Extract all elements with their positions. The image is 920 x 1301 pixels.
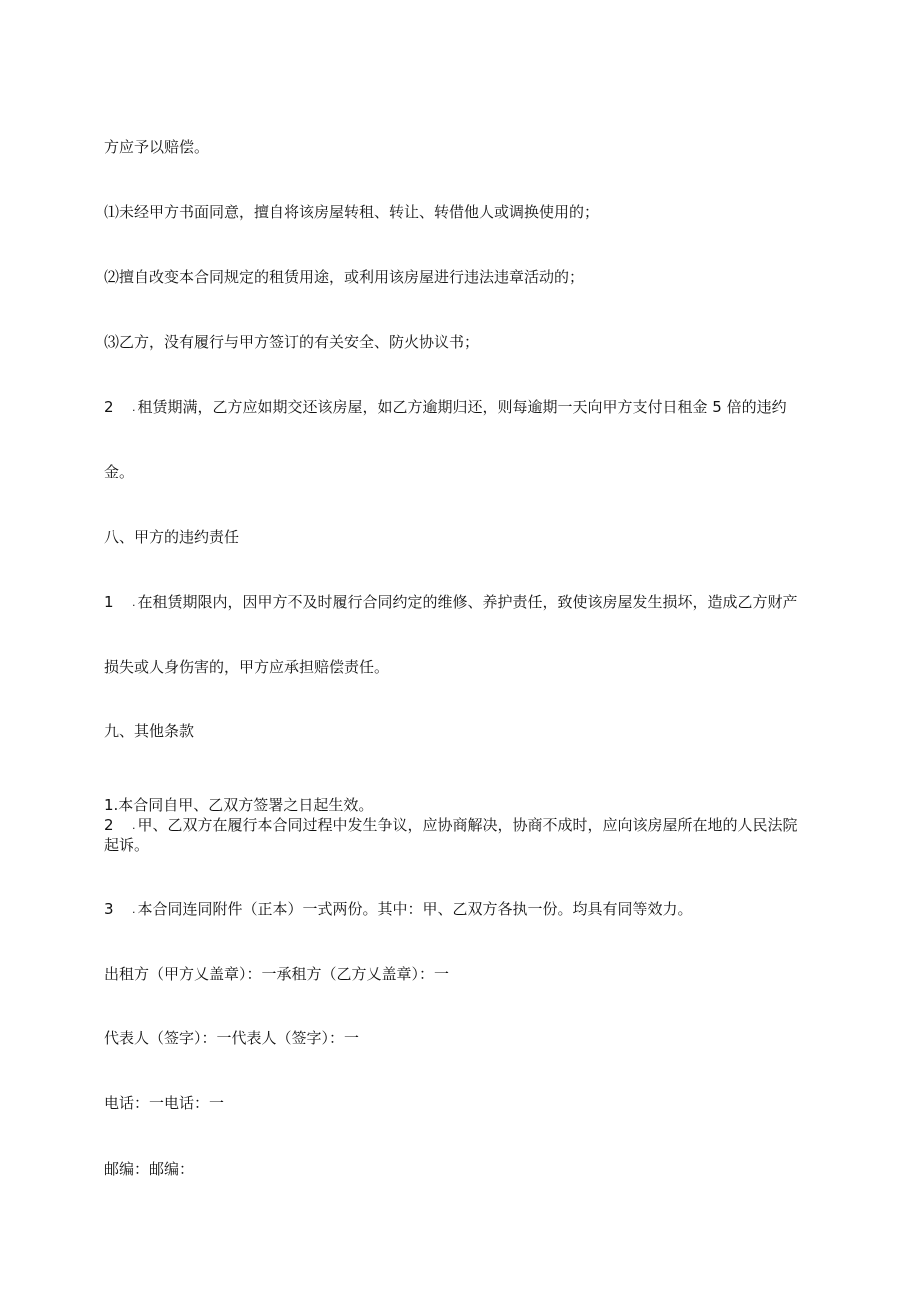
section-heading: 九、其他条款 [104,722,195,740]
text-line: 1.本合同自甲、乙双方签署之日起生效。 [104,796,374,814]
section-heading: 八、甲方的违约责任 [104,528,240,546]
text-line: 金。 [104,463,135,481]
item-dot: . [132,903,136,916]
numbered-paragraph [104,899,693,920]
item-dot: . [132,401,136,414]
numbered-paragraph [104,815,798,836]
item-dot: . [132,819,136,832]
item-dot: . [132,596,136,609]
item-number: 2 [104,398,114,416]
signature-line-postcode: 邮编：邮编： [104,1160,195,1178]
numbered-paragraph [104,397,787,418]
item-text: 本合同连同附件（正本）一式两份。其中：甲、乙双方各执一份。均具有同等效力。 [137,900,693,918]
numbered-paragraph [104,592,798,613]
item-number: 1 [104,593,114,611]
text-line: 起诉。 [104,836,150,854]
text-line: 损失或人身伤害的，甲方应承担赔偿责任。 [104,658,390,676]
signature-line-phone: 电话：一电话：一 [104,1094,225,1112]
item-number: 2 [104,816,114,834]
clause-item-3: ⑶乙方，没有履行与甲方签订的有关安全、防火协议书； [104,333,480,351]
item-text: 甲、乙双方在履行本合同过程中发生争议，应协商解决，协商不成时，应向该房屋所在地的人民法院 [137,816,798,834]
signature-line-party: 出租方（甲方乂盖章）：一承租方（乙方乂盖章）：一 [104,965,450,983]
clause-item-2: ⑵擅自改变本合同规定的租赁用途，或利用该房屋进行违法违章活动的； [104,268,585,286]
item-number: 3 [104,900,114,918]
item-text: 租赁期满，乙方应如期交还该房屋，如乙方逾期归还，则每逾期一天向甲方支付日租金 5 倍的违约 [137,398,787,416]
signature-line-representative: 代表人（签字）：一代表人（签字）：一 [104,1029,360,1047]
item-text: 在租赁期限内，因甲方不及时履行合同约定的维修、养护责任，致使该房屋发生损坏，造成乙方财产 [137,593,798,611]
clause-item-1: ⑴未经甲方书面同意，擅自将该房屋转租、转让、转借他人或调换使用的； [104,203,600,221]
text-line: 方应予以赔偿。 [104,138,210,156]
